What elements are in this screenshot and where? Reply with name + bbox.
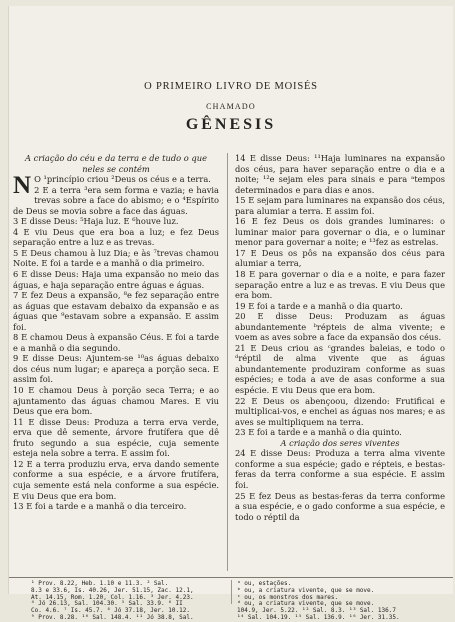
- verse-14: 14 E disse Deus: ¹¹Haja luminares na expansão dos céus, para haver separação entre o dia e a noite; ¹²e sejam eles para sinais e para ᵃtempos determinados e para dias e anos.: [235, 153, 445, 195]
- verse-20: 20 E disse Deus: Produzam as águas abundantemente ᵇrépteis de alma vivente; e voem as aves sobre a face da expansão dos céus.: [235, 311, 445, 343]
- footnotes-right: [237, 580, 447, 621]
- footnote-rule: [9, 577, 453, 578]
- footnote-line: ᶜ ou, os monstros dos mares.: [237, 593, 339, 601]
- verse-2: 2 E a terra ³era sem forma e vazia; e havia trevas sobre a face do abismo; e o ⁴Espírito de Deus se movia sobre a face das águas.: [13, 184, 219, 216]
- verse-11: 11 E disse Deus: Produza a terra erva verde, erva que dê semente, árvore frutífera que dê fruto segundo a sua espécie, cuja semente esteja nela sobre a terra. E assim foi.: [13, 416, 219, 459]
- footnote-line: ᵇ ou, a criatura vivente, que se move.: [237, 586, 375, 594]
- footnote-line: ᵈ ou, a criatura vivente, que se move.: [237, 600, 375, 608]
- verse-15: 15 E sejam para luminares na expansão dos céus, para alumiar a terra. E assim foi.: [235, 195, 445, 216]
- book-name: GÊNESIS: [185, 116, 277, 133]
- drop-cap: N: [13, 172, 32, 200]
- footnote-line: At. 14.15, Rom. 1.20, Col. 1.16. ³ Jer. 4.23.: [31, 593, 194, 601]
- verse-17: 17 E Deus os pôs na expansão dos céus para alumiar a terra,: [235, 247, 445, 269]
- footnote-line: ¹⁴ Sal. 104.19. ¹⁵ Sal. 136.9. ¹⁶ Jer. 31.35.: [237, 613, 400, 621]
- footnote-line: Co. 4.6. ⁷ Is. 45.7. ⁸ Jó 37.18, Jer. 10.12.: [31, 607, 190, 615]
- verse-23: 23 E foi a tarde e a manhã o dia quinto.: [235, 427, 402, 438]
- verse-21: 21 E Deus criou as ᶜgrandes baleias, e todo o ᵈréptil de alma vivente que as águas abundantemente produziram conforme as suas espécies; e toda a ave de asas conforme a sua espécie. E viu Deus que era bom.: [235, 342, 445, 396]
- verse-5: 5 E Deus chamou à luz Dia; e às ⁷trevas chamou Noite. E foi a tarde e a manhã o dia primeiro.: [13, 247, 219, 269]
- verse-1: O ¹princípio criou ²Deus os céus e a terra.: [34, 174, 211, 185]
- page-subtitle: CHAMADO: [206, 102, 256, 111]
- left-column: [13, 153, 219, 576]
- verse-7: 7 E fez Deus a expansão, ⁸e fez separação entre as águas que estavam debaixo da expansão e as águas que ⁹estavam sobre a expansão. E assim foi.: [13, 290, 219, 332]
- right-column: [235, 153, 445, 576]
- verse-3: 3 E disse Deus: ⁵Haja luz. E ⁶houve luz.: [13, 216, 179, 227]
- footnote-line: 104.9, Jer. 5.22. ¹² Sal. 8.3. ¹³ Sal. 136.7: [237, 607, 396, 615]
- verse-16: 16 E fez Deus os dois grandes luminares: o luminar maior para governar o dia, e o luminar menor para governar a noite; e ¹³fez as estrelas.: [235, 216, 445, 248]
- verse-22: 22 E Deus os abençoou, dizendo: Frutificai e multiplicai-vos, e enchei as águas nos mares; e as aves se multipliquem na terra.: [235, 395, 445, 427]
- section-heading-living-beings: A criação dos seres viventes: [280, 437, 400, 448]
- verse-12: 12 E a terra produziu erva, erva dando semente conforme a sua espécie, e a árvore frutífera, cuja semente está nela conforme a sua espécie. E viu Deus que era bom.: [13, 458, 219, 501]
- footnotes-left: [31, 580, 227, 621]
- verse-8: 8 E chamou Deus à expansão Céus. E foi a tarde e a manhã o dia segundo.: [13, 332, 219, 353]
- footnote-divider: [231, 580, 232, 604]
- verse-4: 4 E viu Deus que era boa a luz; e fez Deus separação entre a luz e as trevas.: [13, 226, 219, 248]
- verse-25: 25 E fez Deus as bestas-feras da terra conforme a sua espécie, e o gado conforme a sua espécie, e todo o réptil da: [235, 490, 445, 522]
- footnote-line: ⁴ Jó 26.13, Sal. 104.30. ⁵ Sal. 33.9. ⁶ II: [31, 600, 183, 608]
- bible-page: [8, 6, 453, 621]
- page-title: O PRIMEIRO LIVRO DE MOISÉS: [144, 81, 318, 92]
- footnote-line: ⁹ Prov. 8.28. ¹⁰ Sal. 148.4. ¹¹ Jó 38.8, Sal.: [31, 613, 194, 621]
- footnote-line: ᵃ ou, estações.: [237, 580, 292, 587]
- column-divider: [227, 153, 228, 571]
- verse-6: 6 E disse Deus: Haja uma expansão no meio das águas, e haja separação entre águas e águas.: [13, 269, 219, 290]
- verse-18: 18 E para governar o dia e a noite, e para fazer separação entre a luz e as trevas. E viu Deus que era bom.: [235, 269, 445, 301]
- footnote-line: 8.3 e 33.6, Is. 40.26, Jer. 51.15, Zac. 12.1,: [31, 586, 194, 594]
- verse-24: 24 E disse Deus: Produza a terra alma vivente conforme a sua espécie; gado e répteis, e bestas-feras da terra conforme a sua espécie. E assim foi.: [235, 448, 445, 490]
- verse-19: 19 E foi a tarde e a manhã o dia quarto.: [235, 300, 403, 311]
- verse-9: 9 E disse Deus: Ajuntem-se ¹⁰as águas debaixo dos céus num lugar; e apareça a porção seca. E assim foi.: [13, 353, 219, 385]
- section-heading-creation: A criação do céu e da terra e de tudo o que neles se contém: [25, 153, 207, 174]
- verse-13: 13 E foi a tarde e a manhã o dia terceiro.: [13, 501, 187, 512]
- footnote-line: ¹ Prov. 8.22, Heb. 1.10 e 11.3. ² Sal.: [31, 580, 169, 587]
- verse-10: 10 E chamou Deus à porção seca Terra; e ao ajuntamento das águas chamou Mares. E viu Deus que era bom.: [13, 385, 219, 417]
